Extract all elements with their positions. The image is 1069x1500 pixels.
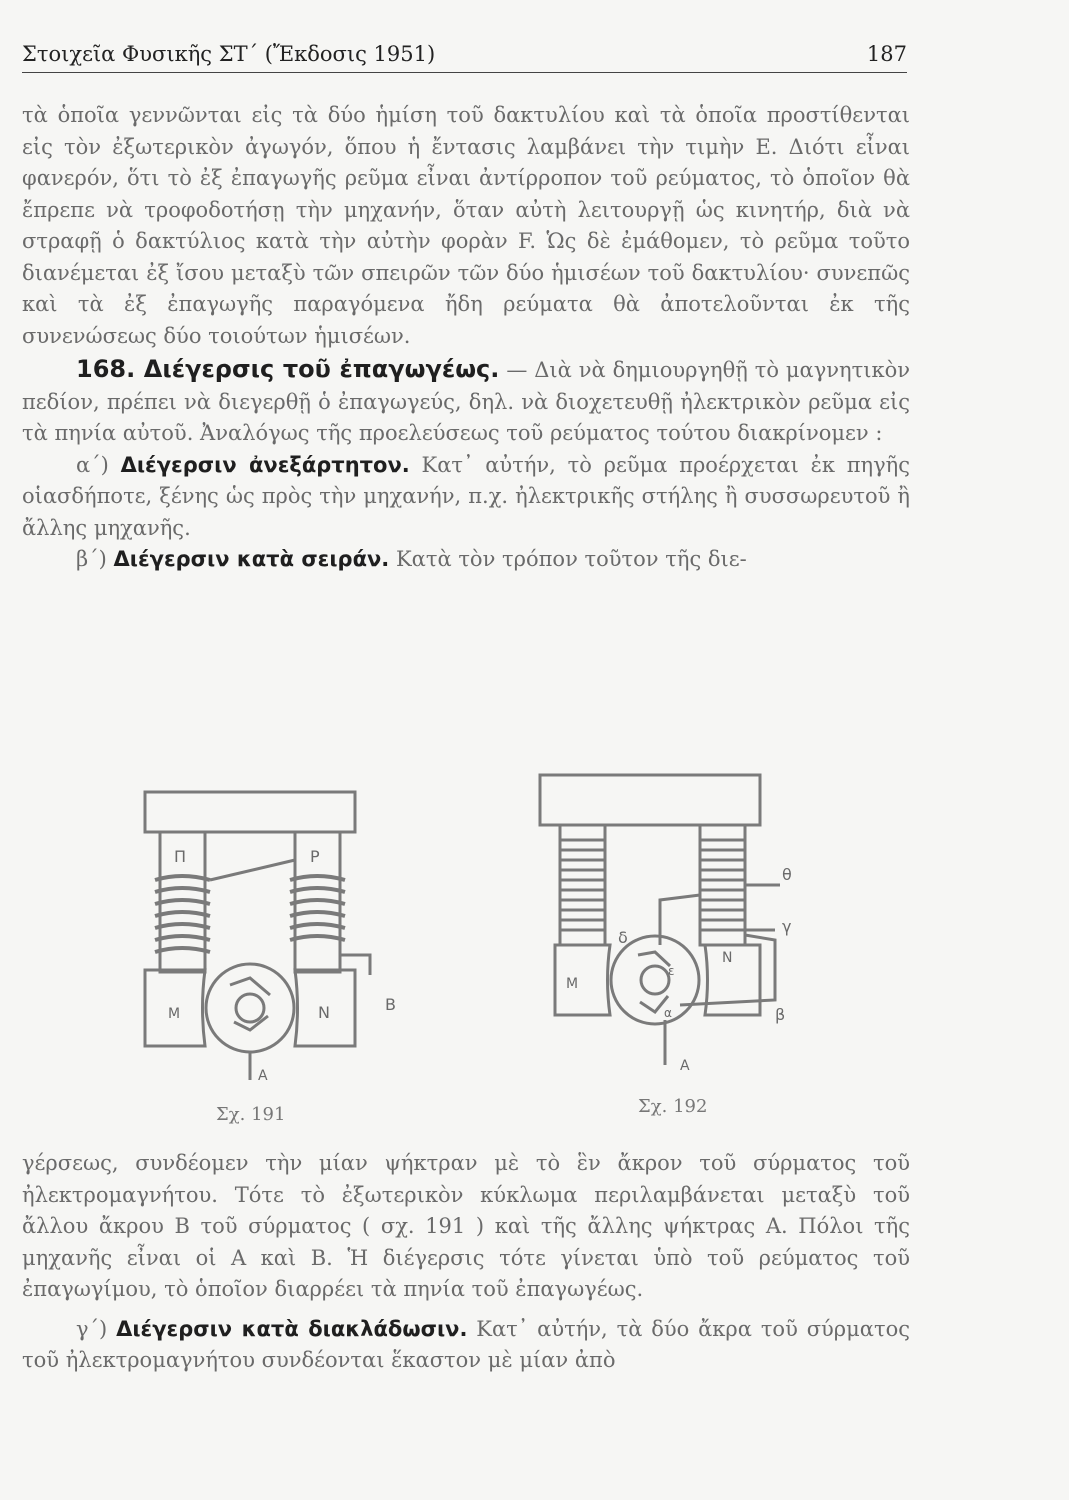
- figure-192: [530, 770, 810, 1080]
- item-a-marker: α΄): [76, 452, 109, 477]
- fig192-yoke: [540, 775, 760, 825]
- text-block-top: [22, 100, 910, 576]
- fig192-left-coil: [560, 840, 605, 930]
- section-text: — Διὰ νὰ δημιουργηθῇ τὸ μαγνητικὸν πεδίον, πρέπει νὰ διεγερθῇ ὁ ἐπαγωγεύς, δηλ. νὰ διοχετευθῇ ἠλεκτρικὸν ρεῦμα εἰς τὰ πηνία αὐτοῦ. Ἀναλόγως τῆς προελεύσεως τοῦ ρεύματος τούτου διακρίνομεν :: [22, 358, 911, 445]
- fig192-label-a: Α: [680, 1058, 690, 1074]
- fig191-right-coil: [290, 876, 345, 940]
- fig192-label-gamma: γ: [782, 917, 792, 936]
- fig191-connecting-wire: [210, 860, 295, 880]
- item-a: [22, 450, 910, 545]
- fig191-label-a: Α: [258, 1068, 268, 1084]
- fig191-left-coil: [155, 876, 210, 952]
- item-b-heading: Διέγερσιν κατὰ σειράν.: [113, 547, 390, 571]
- running-title: Στοιχεῖα Φυσικῆς ΣΤ΄ (Ἔκδοσις 1951): [22, 42, 436, 66]
- fig192-label-delta: δ: [618, 928, 628, 947]
- fig192-left-core: [560, 825, 605, 945]
- fig192-label-n: Ν: [722, 950, 733, 966]
- paragraph-series-continued: γέρσεως, συνδέομεν τὴν μίαν ψήκτραν μὲ τὸ ἓν ἄκρον τοῦ σύρματος τοῦ ἠλεκτρομαγνήτου. Τότε τὸ ἐξωτερικὸν κύκλωμα περιλαμβάνεται μεταξὺ τοῦ ἄλλου ἄκρου Β τοῦ σύρματος ( σχ. 191 ) καὶ τῆς ἄλλης ψήκτρας Α. Πόλοι τῆς μηχανῆς εἶναι οἱ Α καὶ Β. Ἡ διέγερσις τότε γίνεται ὑπὸ τοῦ ρεύματος τοῦ ἐπαγωγίμου, τὸ ὁποῖον διαρρέει τὰ πηνία τοῦ ἐπαγωγέως.: [22, 1151, 910, 1301]
- section-heading: 168. Διέγερσις τοῦ ἐπαγωγέως.: [76, 355, 500, 383]
- fig192-label-alpha: α: [664, 1006, 672, 1020]
- item-b-marker: β΄): [76, 547, 107, 571]
- item-b: [22, 544, 910, 576]
- page-header: [22, 40, 907, 73]
- fig192-right-core: [700, 825, 745, 945]
- fig192-label-beta: β: [775, 1005, 786, 1024]
- fig192-label-m: Μ: [566, 976, 579, 992]
- text-block-bottom: [22, 1148, 910, 1377]
- fig191-label-b: Β: [385, 995, 396, 1014]
- item-b-text: Κατὰ τὸν τρόπον τοῦτον τῆς διε-: [389, 547, 747, 571]
- fig192-right-coil: [700, 840, 745, 930]
- figure-191: [130, 780, 430, 1100]
- fig191-commutator: [236, 994, 264, 1022]
- section-168: [22, 354, 910, 450]
- item-c-text: Κατ᾽ αὐτήν, τὰ δύο ἄκρα τοῦ σύρματος τοῦ ἠλεκτρομαγνήτου συνδέονται ἕκαστον μὲ μίαν ἀπὸ: [22, 1316, 910, 1372]
- item-c: [22, 1314, 910, 1377]
- item-c-heading: Διέγερσιν κατὰ διακλάδωσιν.: [116, 1316, 468, 1341]
- item-a-heading: Διέγερσιν ἀνεξάρτητον.: [120, 452, 410, 477]
- page-number: 187: [866, 42, 907, 66]
- figure-191-caption: Σχ. 191: [216, 1104, 286, 1125]
- figure-192-caption: Σχ. 192: [638, 1096, 708, 1117]
- fig191-label-p: Π: [174, 847, 187, 866]
- item-c-marker: γ΄): [76, 1316, 108, 1341]
- fig191-label-r: Ρ: [310, 847, 320, 866]
- fig191-label-n: Ν: [318, 1003, 330, 1022]
- fig192-pole-m: [555, 945, 610, 1015]
- fig192-commutator: [641, 966, 669, 994]
- fig192-label-theta: θ: [782, 865, 792, 884]
- fig192-brushes: [638, 952, 670, 1012]
- item-a-text: Κατ᾽ αὐτήν, τὸ ρεῦμα προέρχεται ἐκ πηγῆς οἱασδήποτε, ξένης ὡς πρὸς τὴν μηχανήν, π.χ. ἠλεκτρικῆς στήλης ἢ συσσωρευτοῦ ἢ ἄλλης μηχανῆς.: [22, 452, 910, 540]
- fig191-yoke: [145, 792, 355, 832]
- fig191-label-m: Μ: [168, 1006, 181, 1022]
- fig192-label-epsilon: ε: [668, 964, 675, 978]
- paragraph-continuation: τὰ ὁποῖα γεννῶνται εἰς τὰ δύο ἡμίση τοῦ δακτυλίου καὶ τὰ ὁποῖα προστίθενται εἰς τὸν ἐξωτερικὸν ἀγωγόν, ὅπου ἡ ἔντασις λαμβάνει τὴν τιμὴν Ε. Διότι εἶναι φανερόν, ὅτι τὸ ἐξ ἐπαγωγῆς ρεῦμα εἶναι ἀντίρροπον τοῦ ρεύματος, τὸ ὁποῖον θὰ ἔπρεπε νὰ τροφοδοτήσῃ τὴν μηχανήν, ὅταν αὐτὴ λειτουργῇ ὡς κινητήρ, διὰ νὰ στραφῇ ὁ δακτύλιος κατὰ τὴν αὐτὴν φορὰν F. Ὡς δὲ ἐμάθομεν, τὸ ρεῦμα τοῦτο διανέμεται ἐξ ἴσου μεταξὺ τῶν σπειρῶν τῶν δύο ἡμισέων τοῦ δακτυλίου· συνεπῶς καὶ τὰ ἐξ ἐπαγωγῆς παραγόμενα ἤδη ρεύματα θὰ ἀποτελοῦνται ἐκ τῆς συνενώσεως δύο τοιούτων ἡμισέων.: [22, 103, 910, 348]
